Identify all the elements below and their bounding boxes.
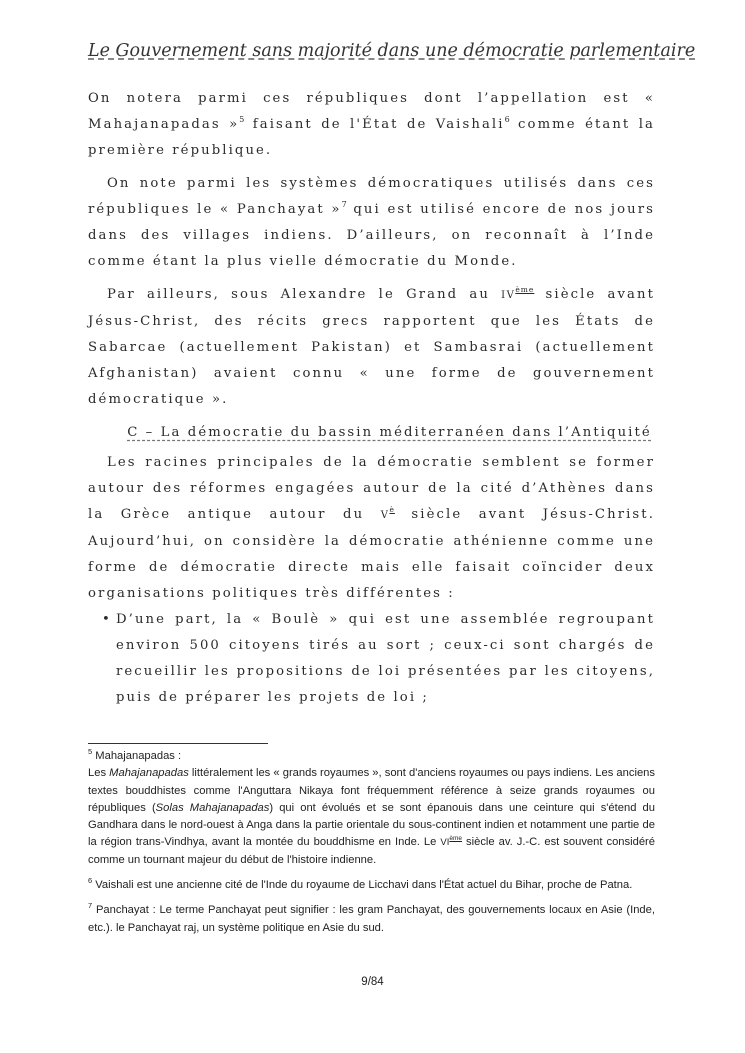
roman-numeral: IV [501,290,516,301]
footnote-number: 6 [88,876,93,886]
text-span: faisant de l'État de Vaishali [244,117,505,132]
paragraph-1 [88,86,655,164]
text-span: ) qui ont évolués et se sont épanouis dans une ceinture qui s'étend du Gandhara dans le nord-ouest à Anga dans la partie orientale du sous-continent indien et notamment une partie de la région trans-Vindhya, avant la montée du bouddhisme en Inde. Le [88,801,655,849]
roman-numeral: V [380,510,390,521]
text-span: Les [88,767,110,780]
text-span: littéralement les « grands royaumes », sont d'anciens royaumes ou pays indiens. Les anciens textes bouddhistes comme l'Anguttara Nikaya font fréquemment référence à seize grands royaumes ou républiques ( [88,767,655,814]
text-span: siècle avant Jésus-Christ, des récits grecs rapportent que les États de Sabarcae (actuellement Pakistan) et Sambasrai (actuellement Afghanistan) avaient connu « une forme de gouvernement démocratique ». [88,287,655,407]
list-item-text: D’une part, la « Boulè » qui est une assemblée regroupant environ 500 citoyens tirés au sort ; ceux-ci sont chargés de recueillir les propositions de loi présentées par les citoyens, puis de préparer les projets de loi ; [116,612,655,705]
body-text [88,86,655,711]
text-span: qui est utilisé encore de nos jours dans des villages indiens. D’ailleurs, on reconnaît à l’Inde comme étant la plus vielle démocratie du Monde. [88,202,655,269]
footnote-text: Panchayat : Le terme Panchayat peut signifier : les gram Panchayat, des gouvernements locaux en Asie (Inde, etc.). le Panchayat raj, un système politique en Asie du sud. [88,904,655,934]
footnote-ref-7[interactable]: 7 [341,200,347,209]
running-header: Le Gouvernement sans majorité dans une démocratie parlementaire [88,41,696,61]
italic-term: Solas Mahajanapadas [155,801,270,814]
footnote-number: 7 [88,901,93,911]
ordinal-suffix: ème [449,835,463,843]
ordinal-suffix: è [389,505,395,514]
section-title: C – La démocratie du bassin méditerranéen dans l’Antiquité [127,425,652,440]
bullet-icon: • [102,612,110,627]
roman-numeral: VI [440,837,450,849]
text-span: Les racines principales de la démocratie semblent se former autour des réformes engagées autour de la cité d’Athènes dans la Grèce antique autour du [88,455,655,522]
paragraph-3 [88,282,655,413]
footnotes [88,748,655,945]
footnote-separator [88,743,268,744]
text-span: On notera parmi ces républiques dont l’appellation est « Mahajanapadas » [88,91,655,132]
footnote-text: Vaishali est une ancienne cité de l'Inde du royaume de Licchavi dans l'État actuel du Bihar, proche de Patna. [92,879,633,892]
text-span: siècle av. J.-C. est souvent considéré comme un tournant majeur du début de l'histoire indienne. [88,836,655,866]
text-span: comme étant la première république. [88,117,655,158]
list-item [88,607,655,711]
footnote-number: 5 [88,747,93,756]
paragraph-4 [88,450,655,607]
ordinal-suffix: ème [515,285,535,294]
paragraph-2 [88,171,655,275]
text-span: On note parmi les systèmes démocratiques utilisés dans ces républiques le « Panchayat » [88,176,655,217]
footnote-7 [88,902,655,937]
footnote-ref-5[interactable]: 5 [239,115,245,124]
text-span: siècle avant Jésus-Christ. Aujourd’hui, on considère la démocratie athénienne comme une forme de démocratie directe mais elle faisait coïncider deux organisations politiques très différentes : [88,507,655,601]
footnote-title: Mahajanapadas : [92,750,182,762]
text-span: Par ailleurs, sous Alexandre le Grand au [107,287,502,302]
footnote-ref-6[interactable]: 6 [504,115,510,124]
page-number: 9/84 [361,976,384,988]
footnote-6 [88,877,655,894]
bullet-list [88,607,655,711]
footnote-5 [88,748,655,869]
italic-term: Mahajanapadas [109,767,189,780]
